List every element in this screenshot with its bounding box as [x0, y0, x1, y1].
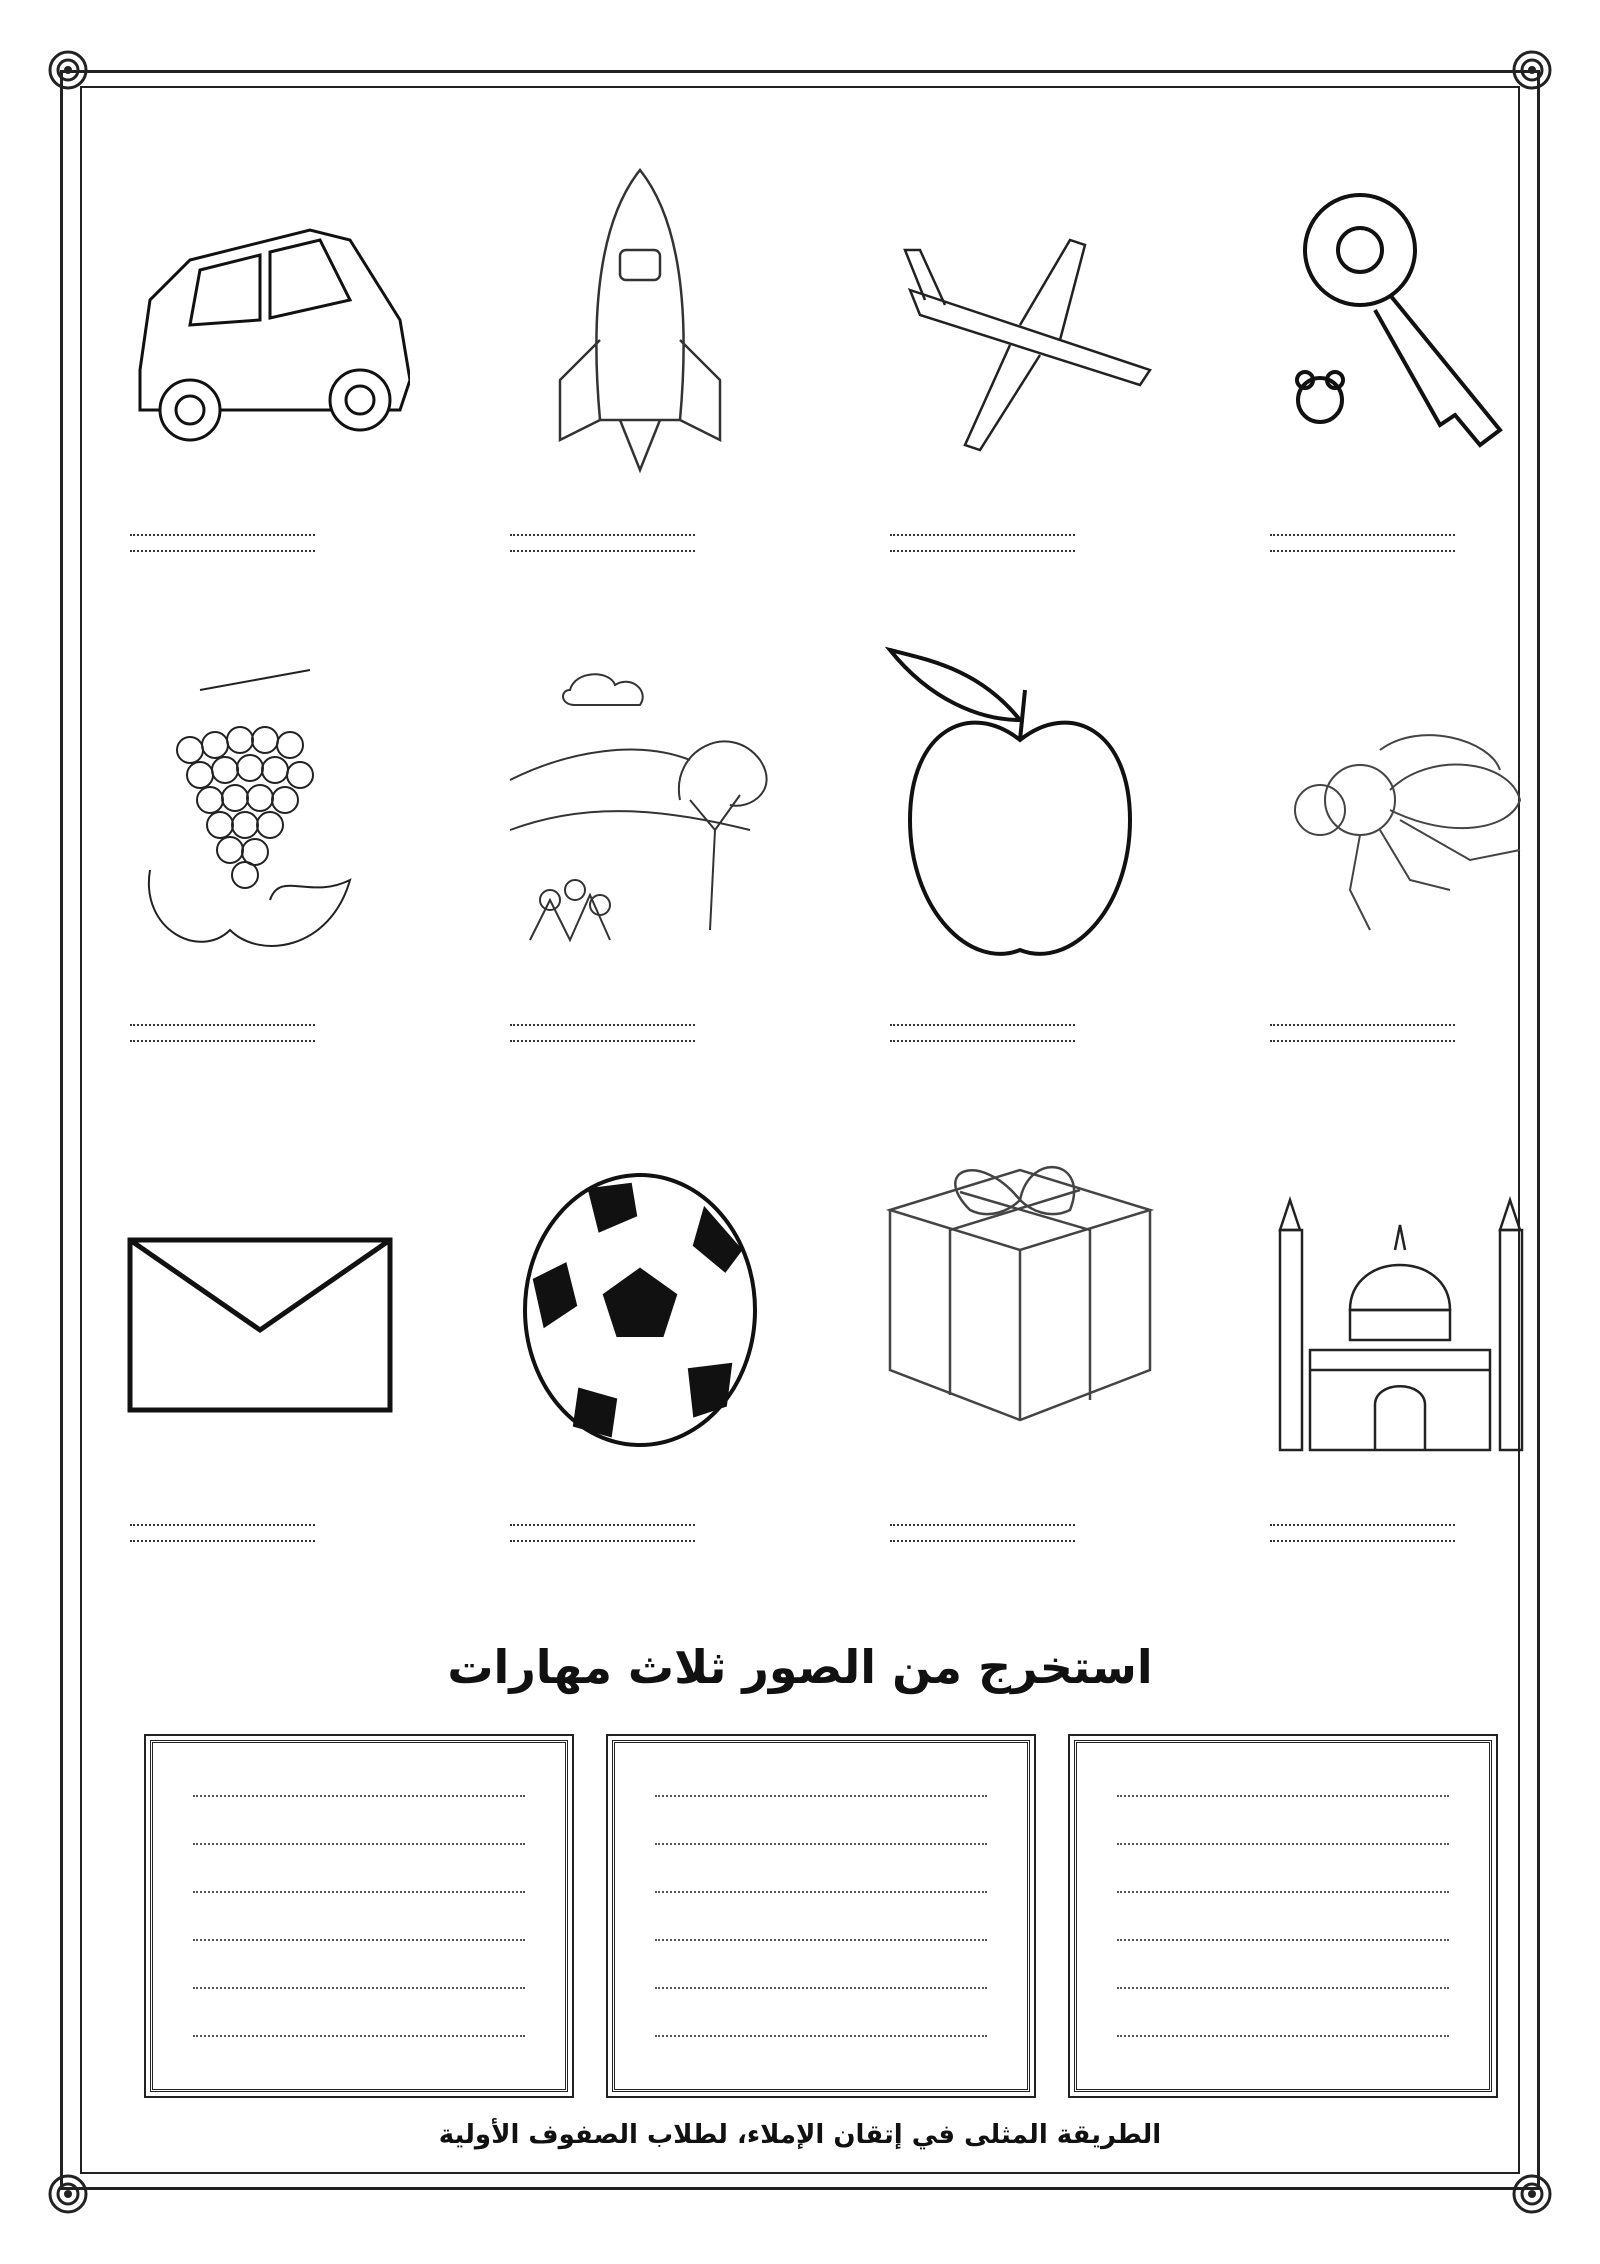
answer-line[interactable] — [130, 1010, 315, 1042]
picture-cell — [110, 1130, 410, 1570]
picture-cell — [110, 140, 410, 580]
picture-cell — [1250, 140, 1550, 580]
page-title: استخرج من الصور ثلاث مهارات — [447, 1640, 1153, 1694]
fly-icon — [1250, 630, 1550, 1000]
answer-line[interactable] — [130, 1510, 315, 1542]
answer-line[interactable] — [890, 520, 1075, 552]
answer-line[interactable] — [890, 1010, 1075, 1042]
picture-cell — [870, 630, 1170, 1070]
answer-line[interactable] — [890, 1510, 1075, 1542]
picture-cell — [490, 630, 790, 1070]
answer-line[interactable] — [1270, 520, 1455, 552]
answer-line[interactable] — [510, 1510, 695, 1542]
car-icon — [110, 140, 410, 510]
answer-line[interactable] — [510, 1010, 695, 1042]
corner-ornament-icon — [46, 48, 90, 92]
garden-icon — [490, 630, 790, 1000]
picture-row — [110, 630, 1490, 1070]
picture-row — [110, 140, 1490, 580]
answer-box[interactable] — [1074, 1740, 1492, 2092]
corner-ornament-icon — [1510, 2172, 1554, 2216]
picture-cell — [1250, 630, 1550, 1070]
answer-line[interactable] — [1270, 1010, 1455, 1042]
envelope-icon — [110, 1130, 410, 1500]
picture-cell — [870, 1130, 1170, 1570]
answer-line[interactable] — [130, 520, 315, 552]
picture-cell — [110, 630, 410, 1070]
mosque-icon — [1250, 1130, 1550, 1500]
soccer-ball-icon — [490, 1130, 790, 1500]
picture-grid — [110, 140, 1490, 1570]
picture-row — [110, 1130, 1490, 1570]
answer-box[interactable] — [612, 1740, 1030, 2092]
picture-cell — [490, 140, 790, 580]
footer-caption: الطريقة المثلى في إتقان الإملاء، لطلاب الصفوف الأولية — [438, 2120, 1162, 2150]
picture-cell — [490, 1130, 790, 1570]
gift-box-icon — [870, 1130, 1170, 1500]
rocket-icon — [490, 140, 790, 510]
answer-box[interactable] — [150, 1740, 568, 2092]
picture-cell — [1250, 1130, 1550, 1570]
corner-ornament-icon — [46, 2172, 90, 2216]
grapes-icon — [110, 630, 410, 1000]
airplane-icon — [870, 140, 1170, 510]
corner-ornament-icon — [1510, 48, 1554, 92]
answer-line[interactable] — [510, 520, 695, 552]
answer-line[interactable] — [1270, 1510, 1455, 1542]
key-icon — [1250, 140, 1550, 510]
picture-cell — [870, 140, 1170, 580]
apple-icon — [870, 630, 1170, 1000]
